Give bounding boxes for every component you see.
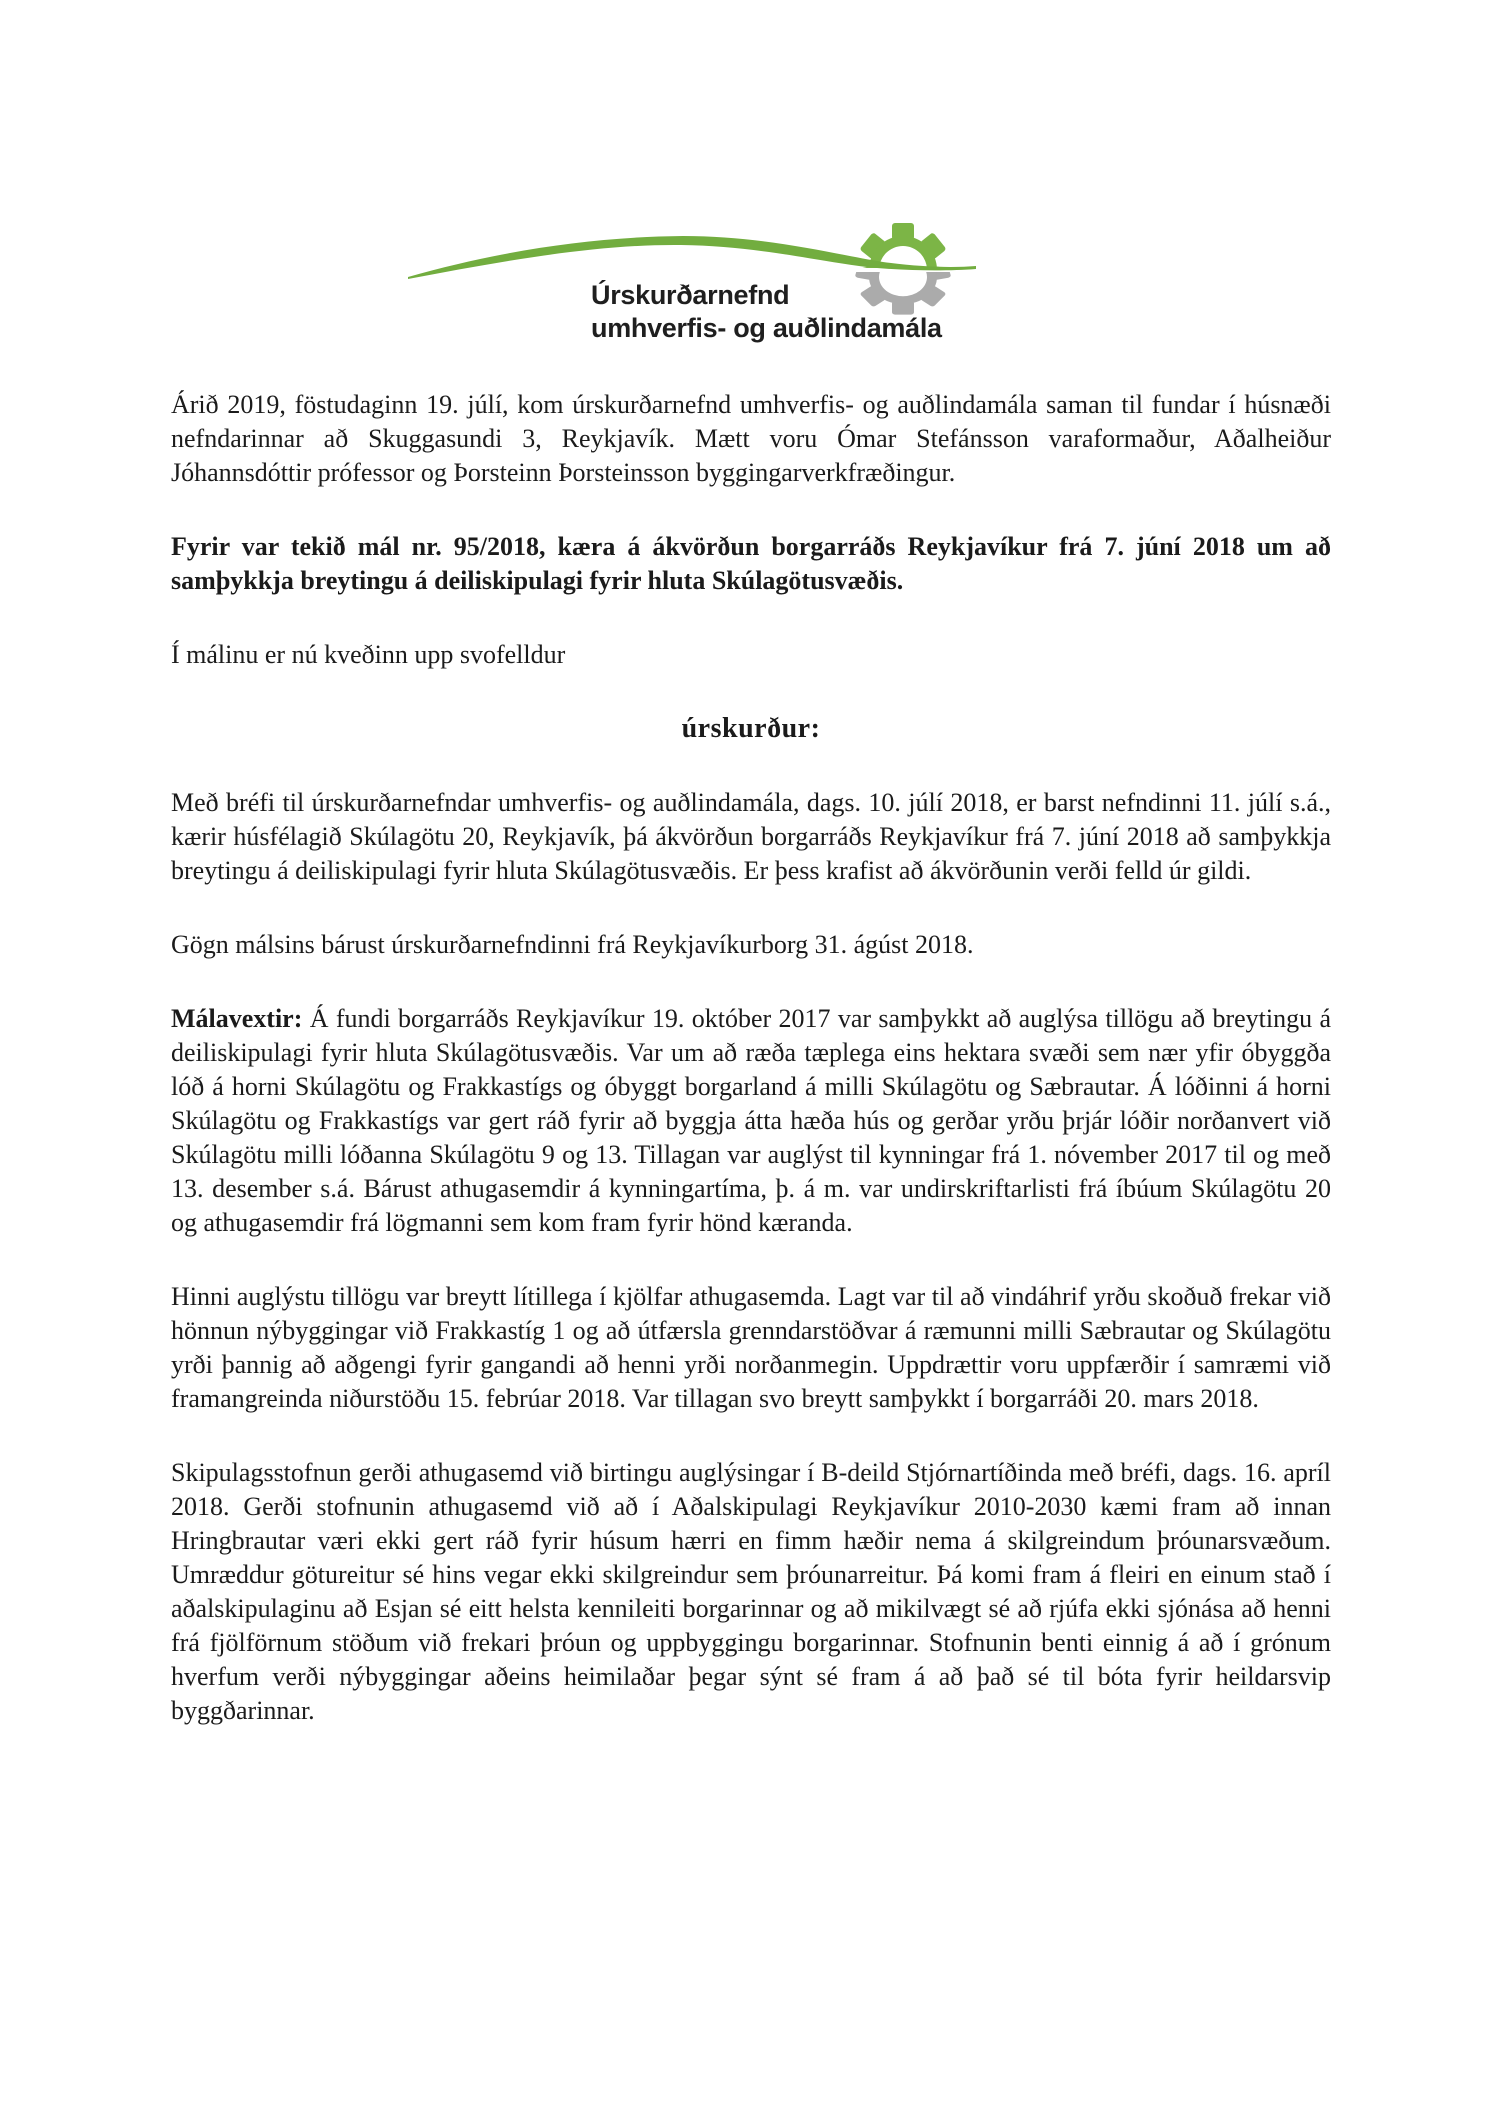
case-reference-paragraph: Fyrir var tekið mál nr. 95/2018, kæra á ákvörðun borgarráðs Reykjavíkur frá 7. júní 2018 um að samþykkja breytingu á deiliskipulagi fyrir hluta Skúlagötusvæðis. <box>171 532 1331 595</box>
ruling-heading: úrskurður: <box>681 713 821 744</box>
logo-wordmark <box>591 279 942 345</box>
logo-org-name-line1: Úrskurðarnefnd <box>591 280 790 310</box>
malavextir-text: Á fundi borgarráðs Reykjavíkur 19. október 2017 var samþykkt að auglýsa tillögu að breytingu á deiliskipulagi fyrir hluta Skúlagötusvæðis. Var um að ræða tæplega eins hektara svæði sem nær yfir óbyggða lóð á horni Skúlagötu og Frakkastígs og óbyggt borgarland á milli Skúlagötu og Sæbrautar. Á lóðinni á horni Skúlagötu og Frakkastígs var gert ráð fyrir að byggja átta hæða hús og gerðar yrðu þrjár lóðir norðanvert við Skúlagötu milli lóðanna Skúlagötu 9 og 13. Tillagan var auglýst til kynningar frá 1. nóvember 2017 til og með 13. desember s.á. Bárust athugasemdir á kynningartíma, þ. á m. var undirskriftarlisti frá íbúum Skúlagötu 20 og athugasemdir frá lögmanni sem kom fram fyrir hönd kæranda. <box>171 1004 1331 1237</box>
malavextir-paragraph <box>171 1002 1331 1240</box>
case-documents-line: Gögn málsins bárust úrskurðarnefndinni frá Reykjavíkurborg 31. ágúst 2018. <box>171 930 974 959</box>
skipulagsstofnun-paragraph: Skipulagsstofnun gerði athugasemd við birtingu auglýsingar í B-deild Stjórnartíðinda með bréfi, dags. 16. apríl 2018. Gerði stofnunin athugasemd við að í Aðalskipulagi Reykjavíkur 2010-2030 kæmi fram að innan Hringbrautar væri ekki gert ráð fyrir húsum hærri en fimm hæðir nema á skilgreindum þróunarsvæðum. Umræddur götureitur sé hins vegar ekki skilgreindur sem þróunarreitur. Þá komi fram á fleiri en einum stað í aðalskipulaginu að Esjan sé eitt helsta kennileiti borgarinnar og að mikilvægt sé að rjúfa ekki sjónása að henni frá fjölförnum stöðum við frekari þróun og uppbyggingu borgarinnar. Stofnunin benti einnig á að í grónum hverfum verði nýbyggingar aðeins heimilaðar þegar sýnt sé fram á að það sé til bóta fyrir heildarsvip byggðarinnar. <box>171 1458 1331 1725</box>
appeal-letter-paragraph: Með bréfi til úrskurðarnefndar umhverfis- og auðlindamála, dags. 10. júlí 2018, er barst nefndinni 11. júlí s.á., kærir húsfélagið Skúlagötu 20, Reykjavík, þá ákvörðun borgarráðs Reykjavíkur frá 7. júní 2018 að samþykkja breytingu á deiliskipulagi fyrir hluta Skúlagötusvæðis. Er þess krafist að ákvörðunin verði felld úr gildi. <box>171 788 1331 885</box>
document-body <box>171 388 1331 1768</box>
ruling-preamble-line: Í málinu er nú kveðinn upp svofelldur <box>171 640 566 669</box>
amended-proposal-paragraph: Hinni auglýstu tillögu var breytt lítillega í kjölfar athugasemda. Lagt var til að vindáhrif yrðu skoðuð frekar við hönnun nýbyggingar við Frakkastíg 1 og að útfærsla grenndarstöðvar á ræmunni milli Sæbrautar og Skúlagötu yrði þannig að aðgengi fyrir gangandi að henni yrði norðanmegin. Uppdrættir voru uppfærðir í samræmi við framangreinda niðurstöðu 15. febrúar 2018. Var tillagan svo breytt samþykkt í borgarráði 20. mars 2018. <box>171 1282 1331 1413</box>
logo-org-name-line2: umhverfis- og auðlindamála <box>591 313 942 343</box>
agency-logo <box>405 215 985 365</box>
malavextir-label: Málavextir: <box>171 1004 303 1033</box>
meeting-intro-paragraph: Árið 2019, föstudaginn 19. júlí, kom úrskurðarnefnd umhverfis- og auðlindamála saman til fundar í húsnæði nefndarinnar að Skuggasundi 3, Reykjavík. Mætt voru Ómar Stefánsson varaformaður, Aðalheiður Jóhannsdóttir prófessor og Þorsteinn Þorsteinsson byggingarverkfræðingur. <box>171 390 1331 487</box>
